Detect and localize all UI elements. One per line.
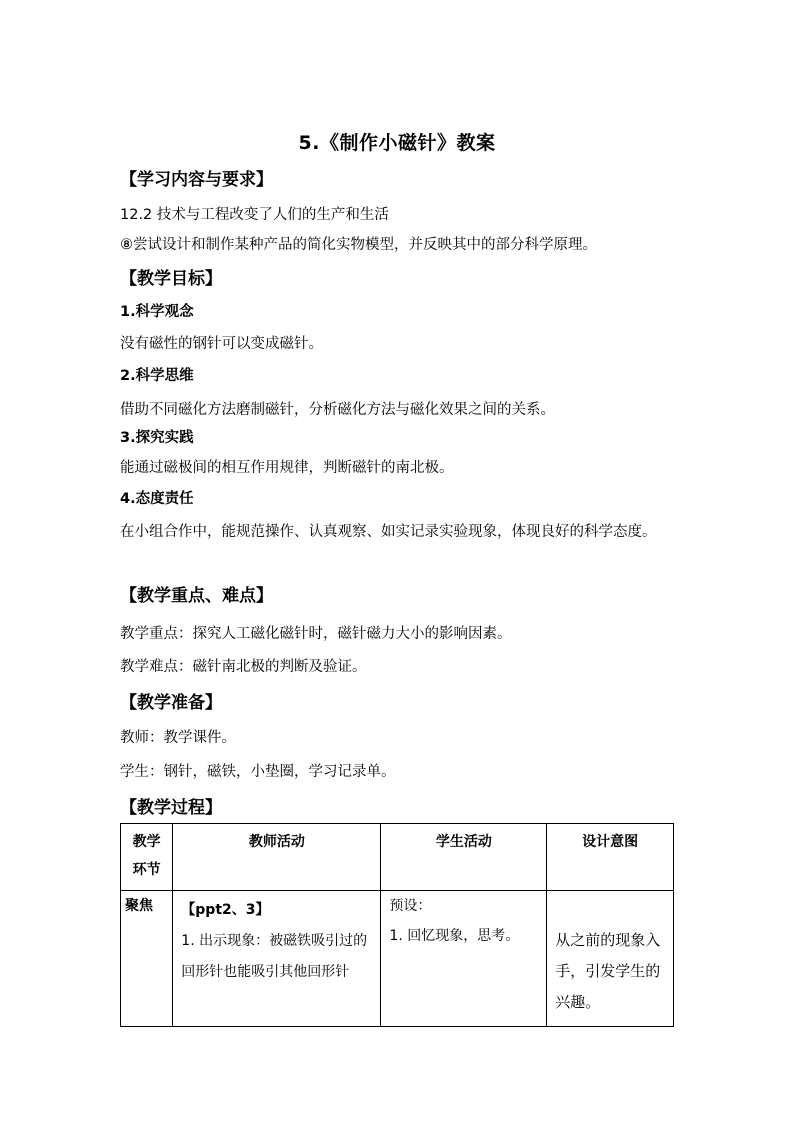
stage-label: 聚焦 bbox=[125, 898, 153, 914]
header-stage: 教学环节 bbox=[121, 824, 173, 891]
design-intent-text: 从之前的现象入手，引发学生的兴趣。 bbox=[555, 931, 661, 1011]
cell-student-activity bbox=[381, 891, 547, 1027]
header-design-intent: 设计意图 bbox=[547, 824, 674, 891]
difficulty-text: 教学难点：磁针南北极的判断及验证。 bbox=[120, 659, 367, 675]
table-header-row bbox=[121, 824, 674, 891]
learning-content-line-2: ⑧尝试设计和制作某种产品的简化实物模型，并反映其中的部分科学原理。 bbox=[120, 237, 597, 253]
objective-2-text: 借助不同磁化方法磨制磁针，分析磁化方法与磁化效果之间的关系。 bbox=[120, 402, 555, 418]
teacher-preparation: 教师：教学课件。 bbox=[120, 730, 236, 746]
section-header-preparation: 【教学准备】 bbox=[120, 693, 222, 713]
student-preset-label: 预设： bbox=[389, 898, 432, 914]
teacher-activity-text: 1. 出示现象：被磁铁吸引过的回形针也能吸引其他回形针 bbox=[181, 933, 368, 980]
objective-1-title: 1.科学观念 bbox=[120, 304, 194, 320]
header-student-activity: 学生活动 bbox=[381, 824, 547, 891]
objective-4-text: 在小组合作中，能规范操作、认真观察、如实记录实验现象，体现良好的科学态度。 bbox=[120, 524, 657, 540]
student-preparation: 学生：钢针，磁铁，小垫圈，学习记录单。 bbox=[120, 764, 396, 780]
section-header-objectives: 【教学目标】 bbox=[120, 269, 222, 289]
cell-teacher-activity bbox=[173, 891, 381, 1027]
section-header-key-points: 【教学重点、难点】 bbox=[120, 586, 273, 606]
section-header-process: 【教学过程】 bbox=[120, 798, 222, 818]
teacher-ppt-tag: 【ppt2、3】 bbox=[181, 902, 270, 918]
objective-4-title: 4.态度责任 bbox=[120, 491, 194, 507]
cell-design-intent bbox=[547, 891, 674, 1027]
document-title: 5.《制作小磁针》教案 bbox=[298, 132, 496, 154]
objective-3-text: 能通过磁极间的相互作用规律，判断磁针的南北极。 bbox=[120, 460, 454, 476]
header-teacher-activity: 教师活动 bbox=[173, 824, 381, 891]
section-header-learning-content: 【学习内容与要求】 bbox=[120, 170, 273, 190]
objective-3-title: 3.探究实践 bbox=[120, 430, 194, 446]
table-row bbox=[121, 891, 674, 1027]
teaching-process-table bbox=[120, 823, 674, 1027]
objective-1-text: 没有磁性的钢针可以变成磁针。 bbox=[120, 336, 323, 352]
objective-2-title: 2.科学思维 bbox=[120, 368, 194, 384]
cell-stage bbox=[121, 891, 173, 1027]
learning-content-line-1: 12.2 技术与工程改变了人们的生产和生活 bbox=[120, 207, 389, 223]
key-point-text: 教学重点：探究人工磁化磁针时，磁针磁力大小的影响因素。 bbox=[120, 626, 512, 642]
student-activity-text: 1. 回忆现象，思考。 bbox=[389, 928, 520, 944]
